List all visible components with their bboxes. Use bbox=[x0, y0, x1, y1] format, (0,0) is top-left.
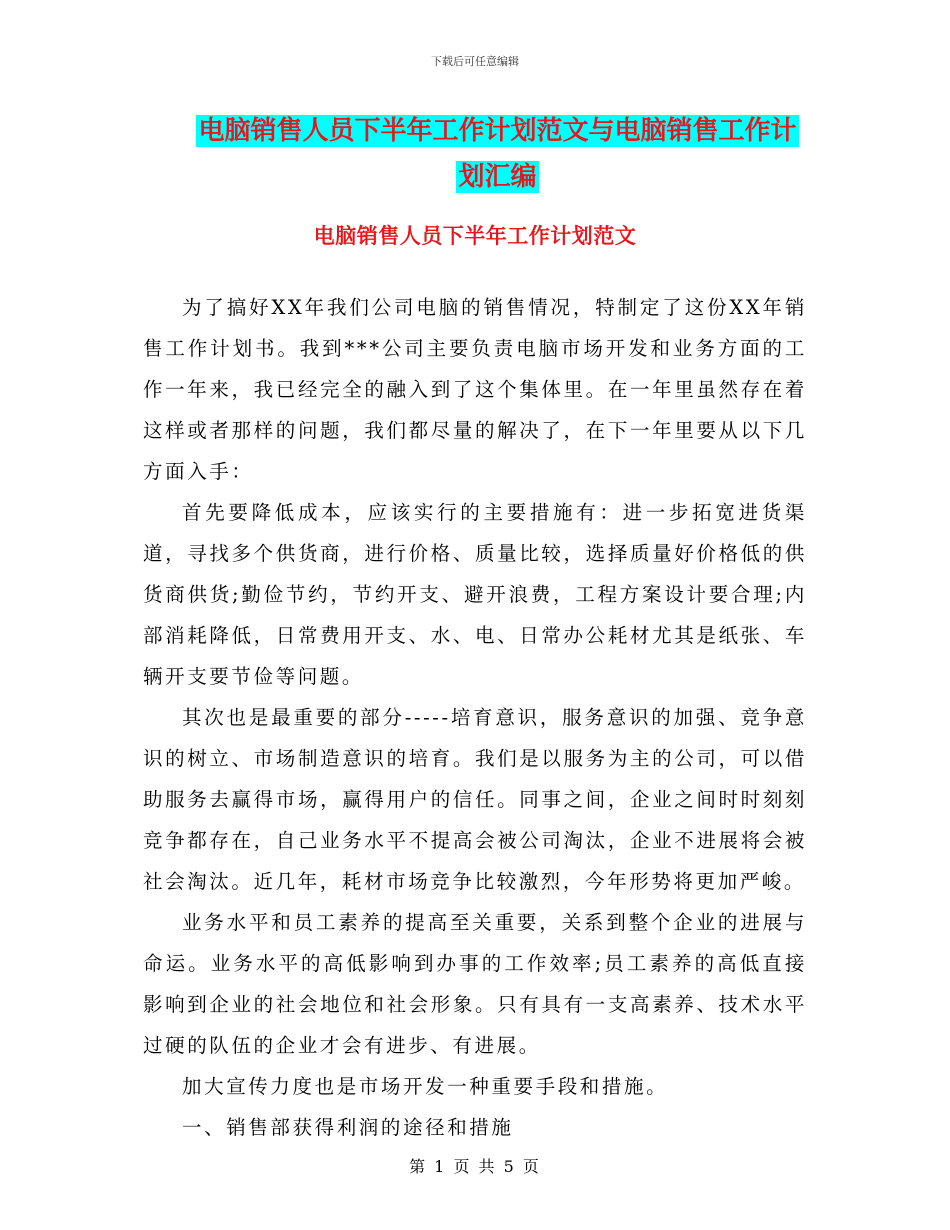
section-title: 电脑销售人员下半年工作计划范文 bbox=[313, 224, 637, 248]
header-note: 下载后可任意编辑 bbox=[431, 55, 519, 68]
paragraph: 业务水平和员工素养的提高至关重要，关系到整个企业的进展与命运。业务水平的高低影响到办事的工作效率;员工素养的高低直接影响到企业的社会地位和社会形象。只有具有一支高素养、技术水平过硬的队伍的企业才会有进步、有进展。 bbox=[143, 911, 807, 1057]
document-title-line2: 划汇编 bbox=[458, 162, 537, 192]
paragraph: 加大宣传力度也是市场开发一种重要手段和措施。 bbox=[182, 1075, 669, 1098]
document-title bbox=[140, 108, 855, 200]
paragraph: 其次也是最重要的部分-----培育意识，服务意识的加强、竞争意识的树立、市场制造意识的培育。我们是以服务为主的公司，可以借助服务去赢得市场，赢得用户的信任。同事之间，企业之间时时刻刻竞争都存在，自己业务水平不提高会被公司淘汰，企业不进展将会被社会淘汰。近几年，耗材市场竞争比较激烈，今年形势将更加严峻。 bbox=[143, 706, 807, 893]
paragraph: 一、销售部获得利润的途径和措施 bbox=[182, 1116, 514, 1139]
paragraph: 首先要降低成本，应该实行的主要措施有：进一步拓宽进货渠道，寻找多个供货商，进行价格、质量比较，选择质量好价格低的供货商供货;勤俭节约，节约开支、避开浪费，工程方案设计要合理;内部消耗降低，日常费用开支、水、电、日常办公耗材尤其是纸张、车辆开支要节俭等问题。 bbox=[143, 501, 807, 688]
document-title-line1: 电脑销售人员下半年工作计划范文与电脑销售工作计 bbox=[198, 116, 797, 146]
paragraph: 为了搞好XX年我们公司电脑的销售情况，特制定了这份XX年销售工作计划书。我到***公司主要负责电脑市场开发和业务方面的工作一年来，我已经完全的融入到了这个集体里。在一年里虽然存在着这样或者那样的问题，我们都尽量的解决了，在下一年里要从以下几方面入手： bbox=[143, 296, 807, 483]
document-body bbox=[143, 287, 807, 1148]
page-number-footer: 第 1 页 共 5 页 bbox=[409, 1157, 541, 1176]
